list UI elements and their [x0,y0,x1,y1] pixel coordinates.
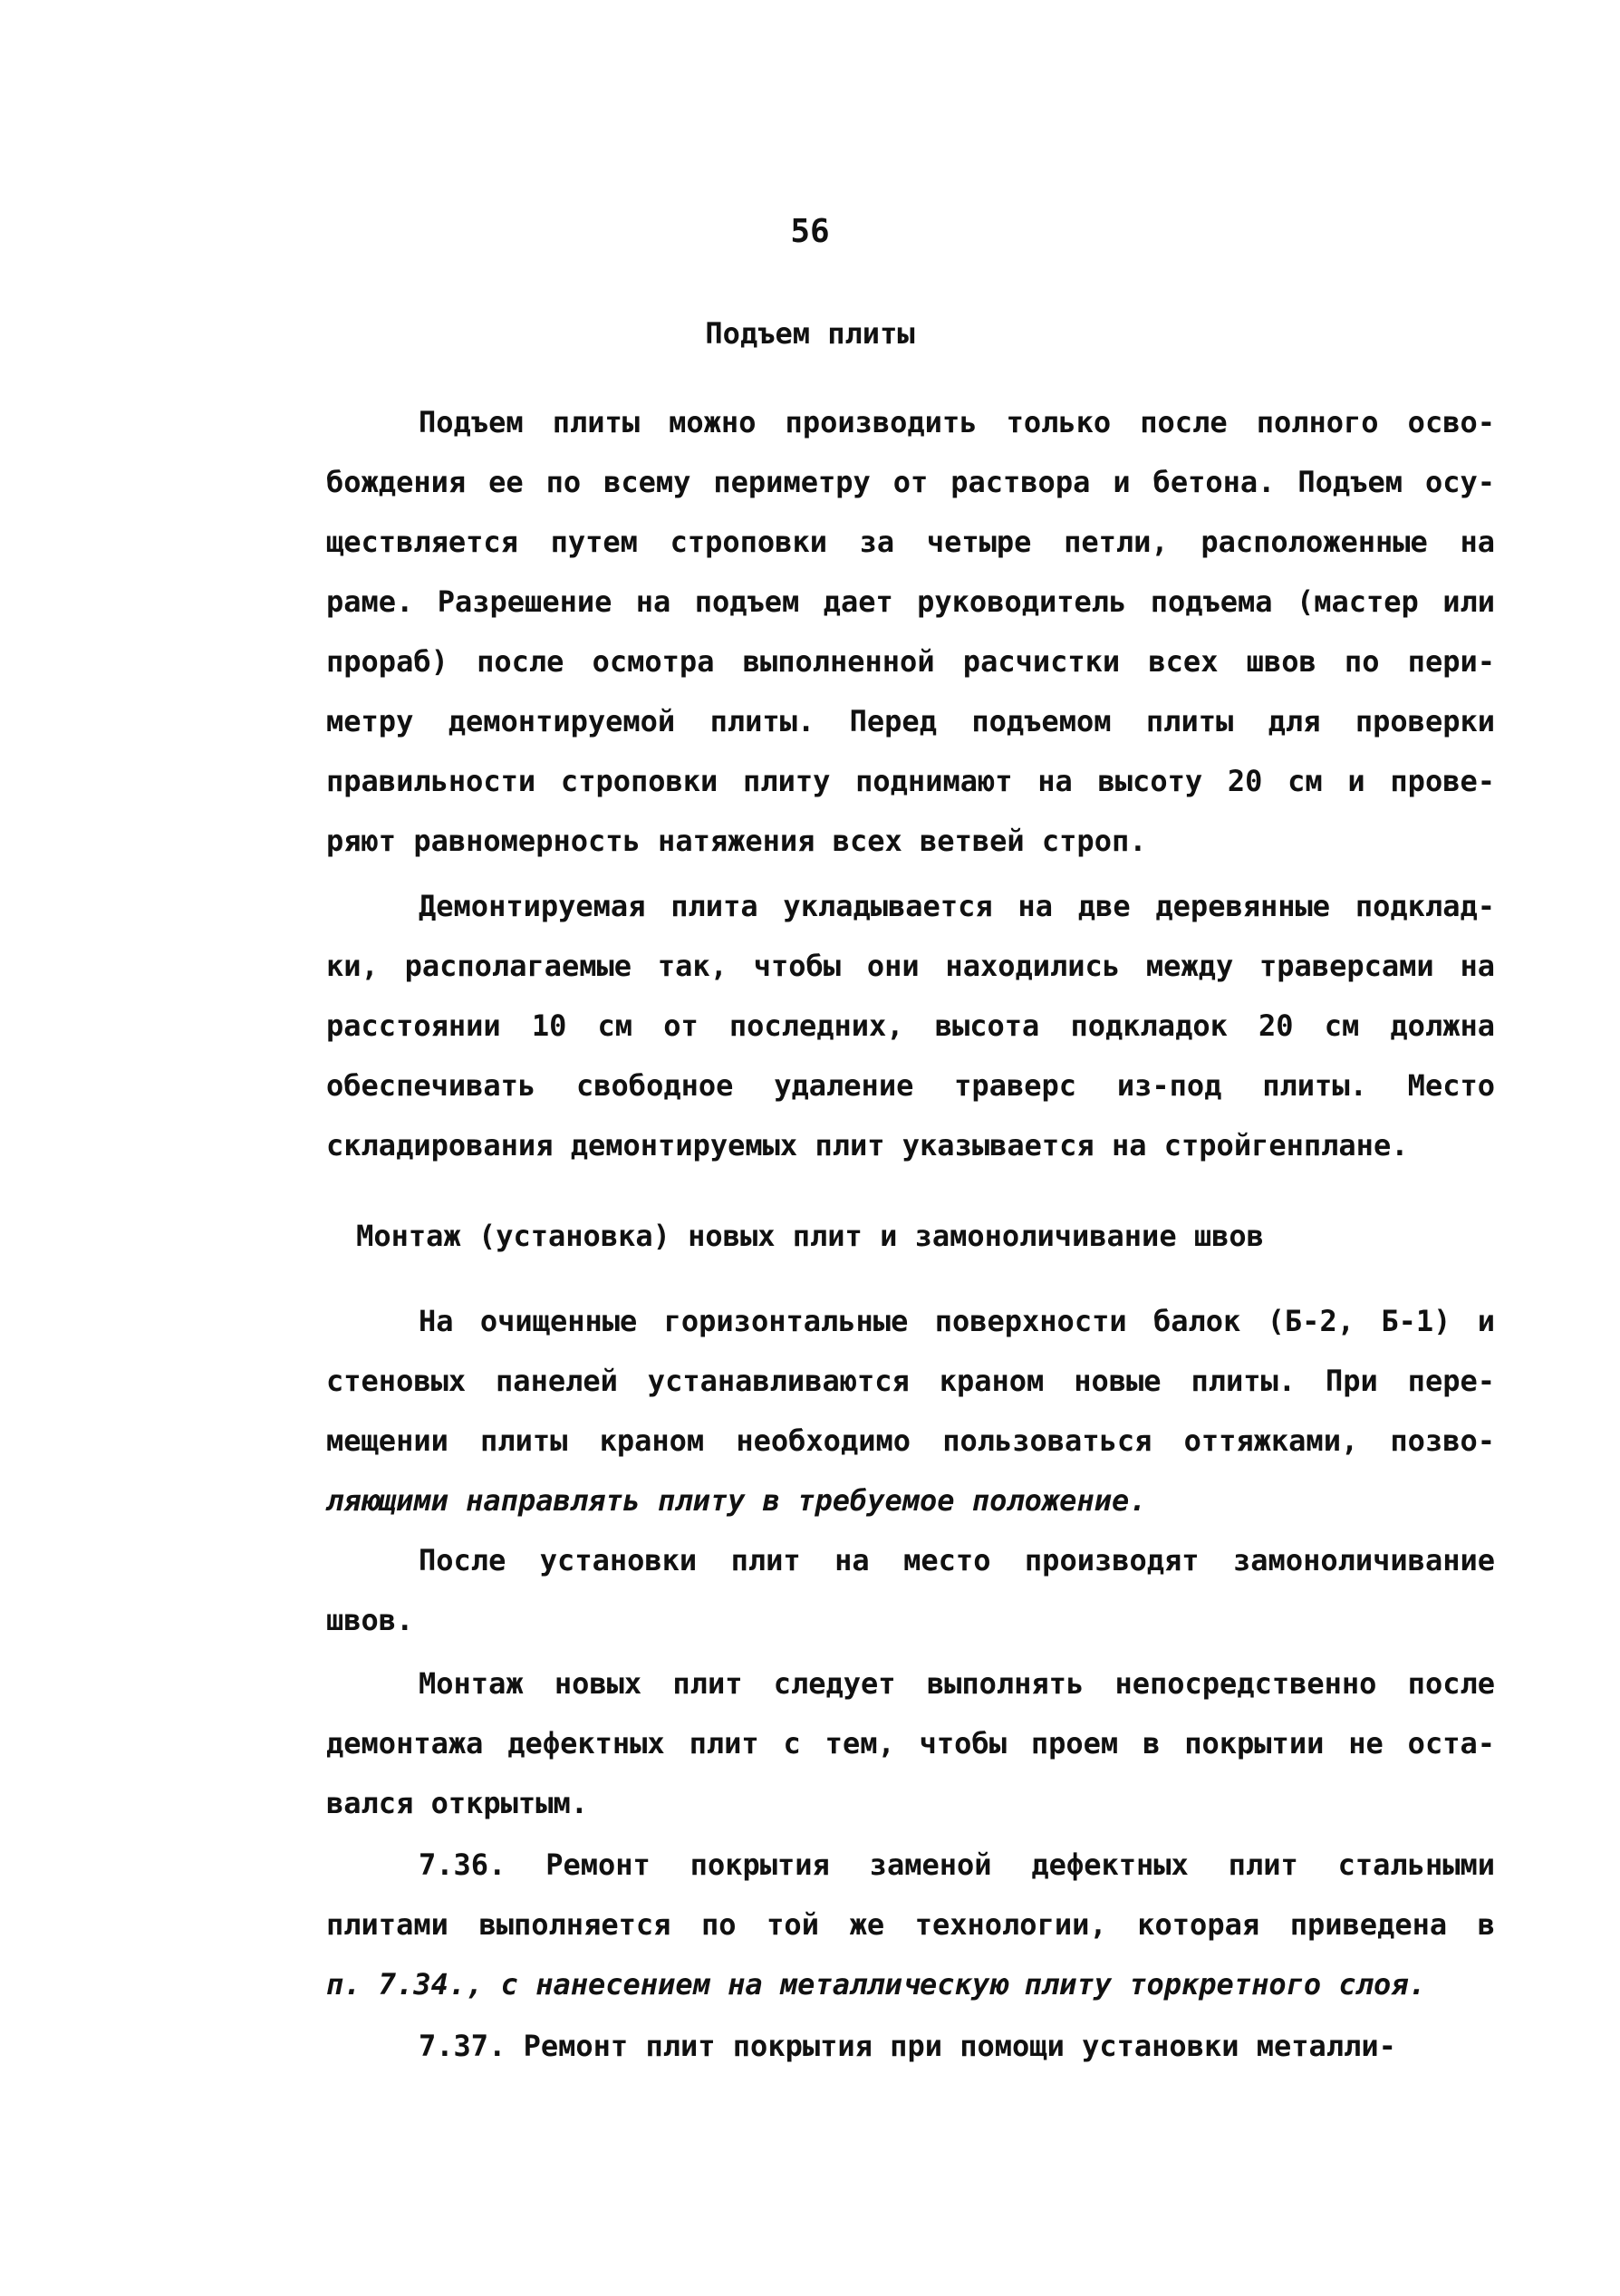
text-line: демонтажа дефектных плит с тем, чтобы проем в покрытии не оста- [326,1726,1495,1761]
section-heading-installation: Монтаж (установка) новых плит и замоноличивание швов [356,1219,1264,1253]
text-line: складирования демонтируемых плит указывается на стройгенплане. [326,1128,1409,1162]
text-line: расстоянии 10 см от последних, высота подкладок 20 см должна [326,1008,1495,1043]
text-line: швов. [326,1603,414,1637]
page-number: 56 [790,213,830,250]
text-line: мещении плиты краном необходимо пользоваться оттяжками, позво- [326,1423,1495,1458]
text-line: п. 7.34., с нанесением на металлическую плиту торкретного слоя. [326,1967,1426,2002]
text-line: Демонтируемая плита укладывается на две деревянные подклад- [419,889,1495,923]
text-line: ляющими направлять плиту в требуемое положение. [326,1483,1147,1518]
text-line: 7.37. Ремонт плит покрытия при помощи установки металли- [419,2029,1396,2063]
text-line: Монтаж новых плит следует выполнять непосредственно после [419,1666,1495,1701]
text-line: раме. Разрешение на подъем дает руководитель подъема (мастер или [326,584,1495,619]
text-line: обеспечивать свободное удаление траверс из-под плиты. Место [326,1068,1495,1103]
text-line: стеновых панелей устанавливаются краном новые плиты. При пере- [326,1364,1495,1398]
text-line: Подъем плиты можно производить только после полного осво- [419,405,1495,439]
text-line: На очищенные горизонтальные поверхности балок (Б-2, Б-1) и [419,1304,1495,1338]
text-line: правильности строповки плиту поднимают на высоту 20 см и прове- [326,764,1495,798]
text-line: После установки плит на место производят замоноличивание [419,1543,1495,1577]
section-heading-lifting: Подъем плиты [705,316,915,351]
text-line: ществляется путем строповки за четыре петли, расположенные на [326,525,1495,559]
text-line: бождения ее по всему периметру от раствора и бетона. Подъем осу- [326,465,1495,499]
text-line: прораб) после осмотра выполненной расчистки всех швов по пери- [326,644,1495,679]
text-line: вался открытым. [326,1786,588,1820]
text-line: метру демонтируемой плиты. Перед подъемом плиты для проверки [326,704,1495,738]
text-line: плитами выполняется по той же технологии, которая приведена в [326,1907,1495,1942]
text-line: ряют равномерность натяжения всех ветвей строп. [326,824,1147,858]
text-line: ки, располагаемые так, чтобы они находились между траверсами на [326,949,1495,983]
text-line: 7.36. Ремонт покрытия заменой дефектных плит стальными [419,1847,1495,1882]
